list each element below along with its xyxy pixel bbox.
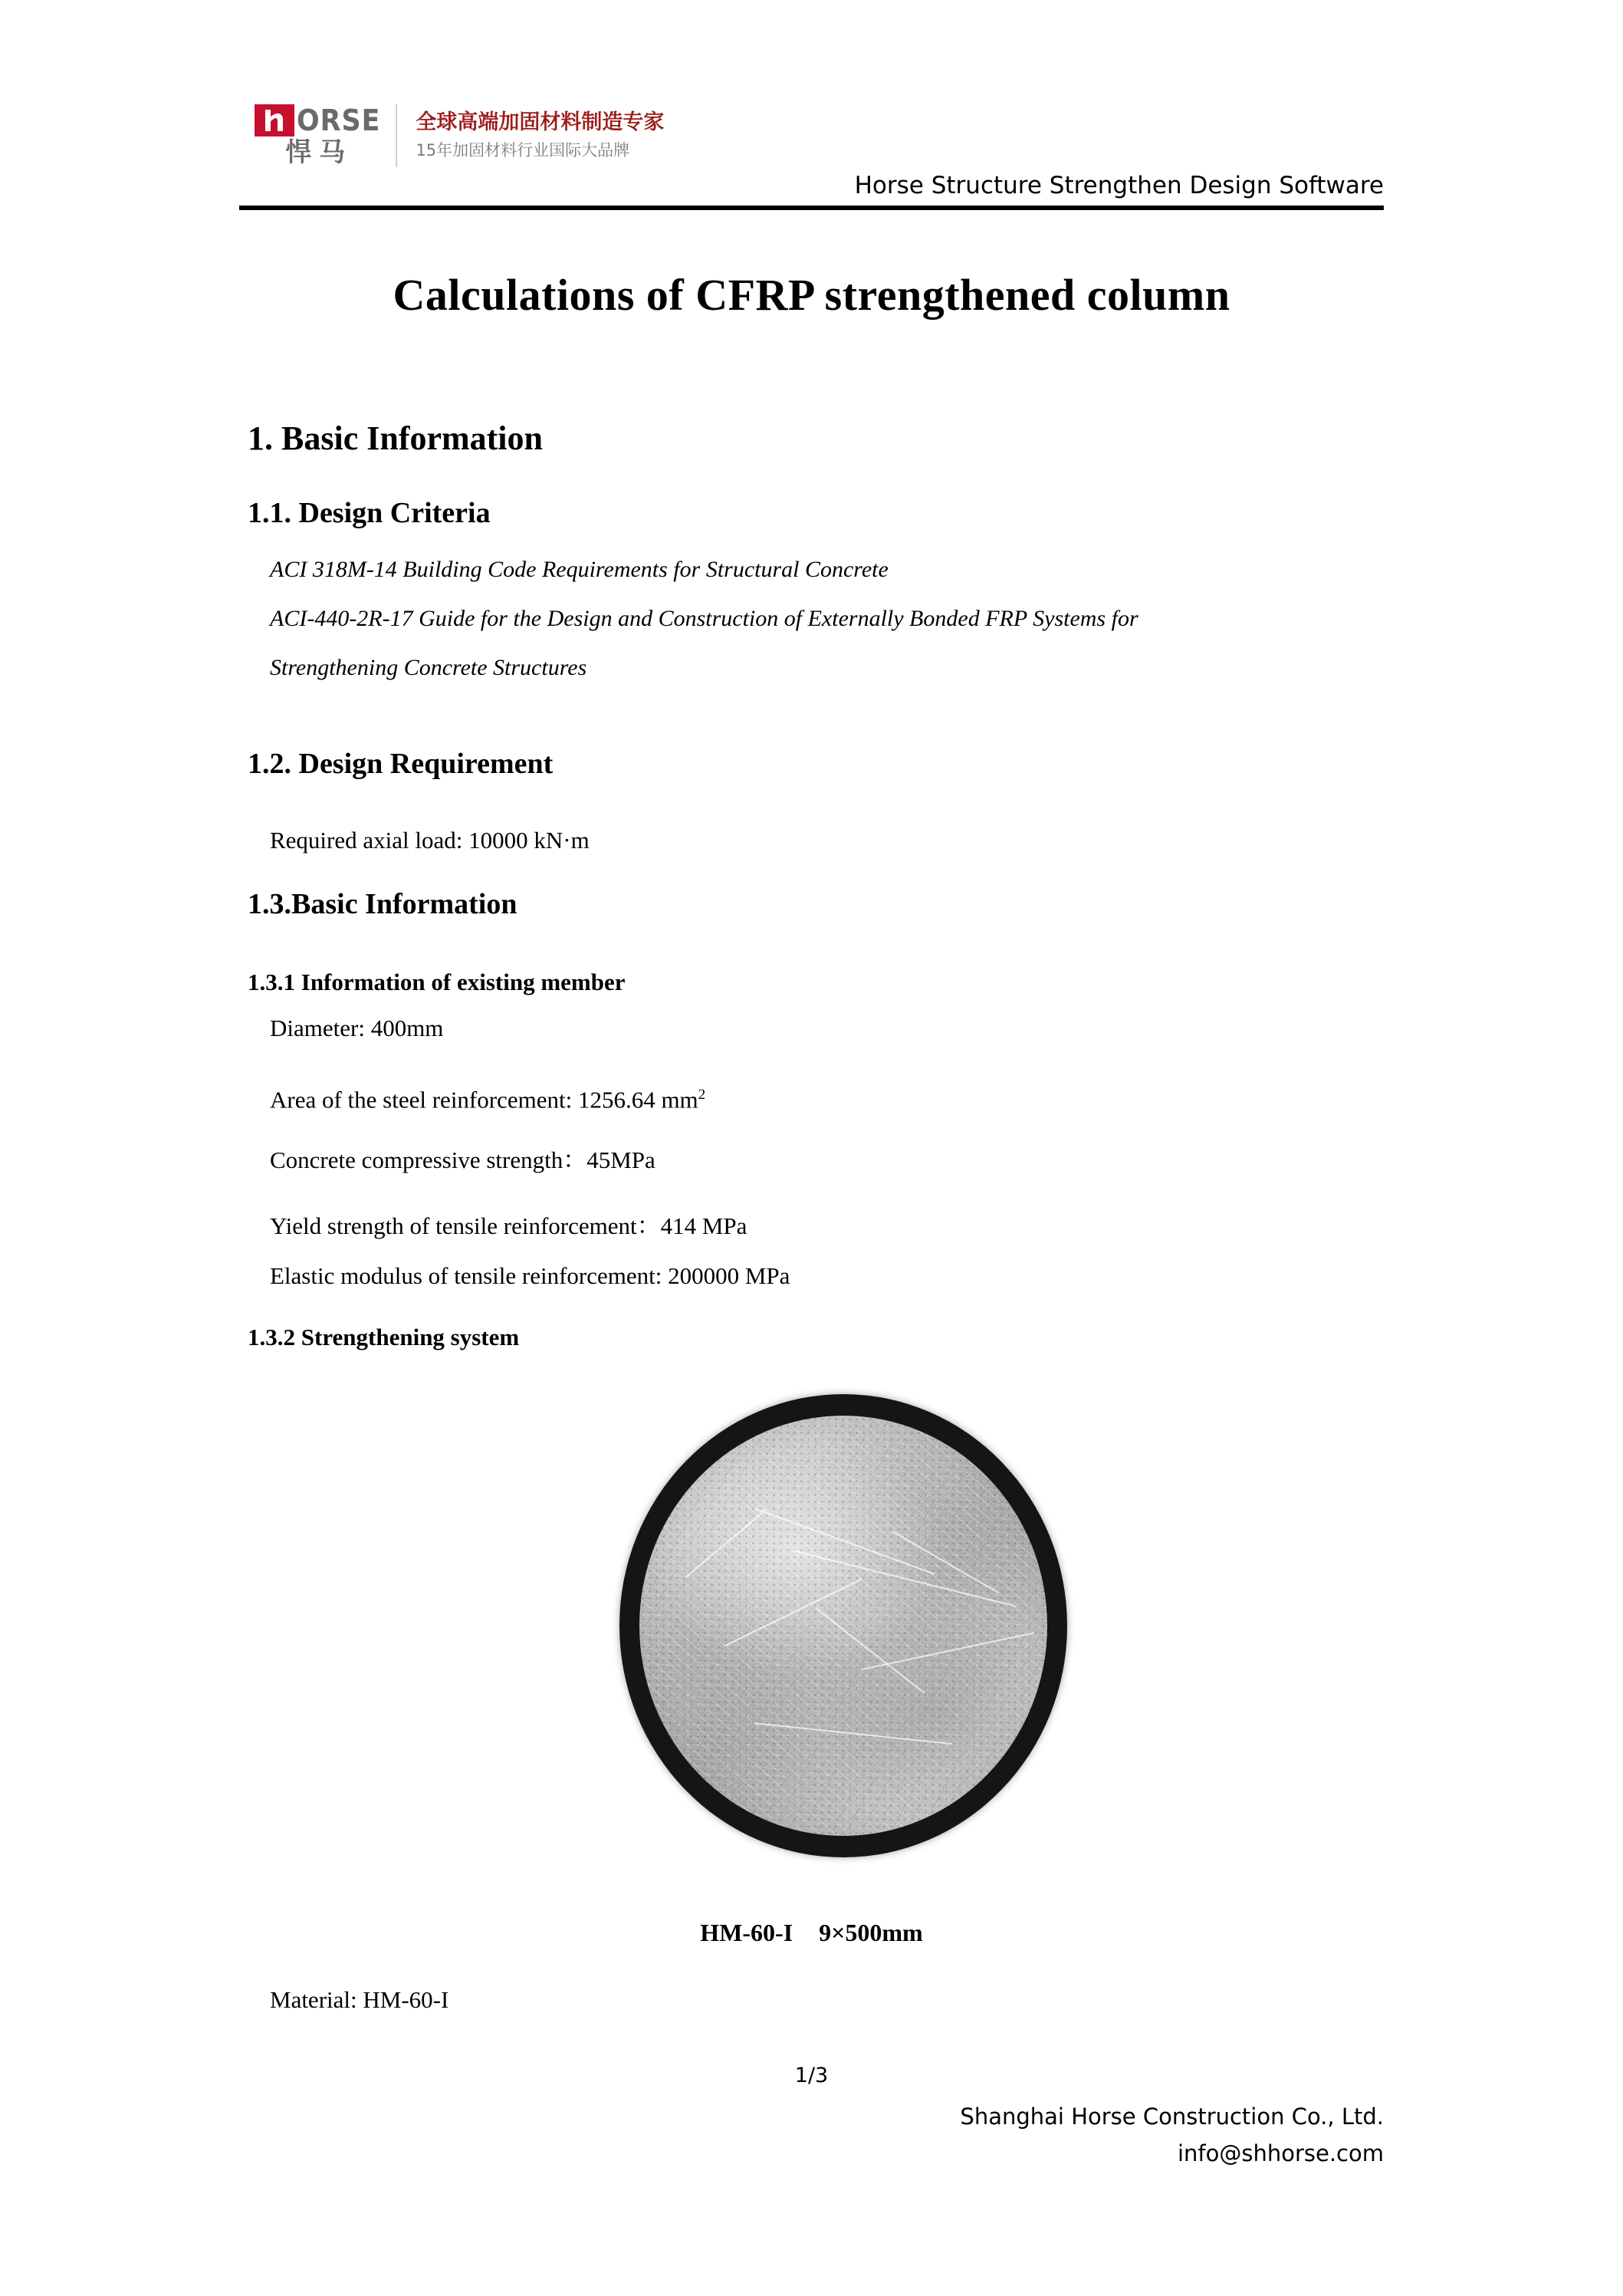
horse-head-glyph-icon	[262, 108, 287, 133]
logo-wordmark-chinese: 悍马	[285, 137, 353, 168]
heading-basic-information-13: 1.3.Basic Information	[248, 888, 517, 920]
member-item-elastic-modulus: Elastic modulus of tensile reinforcement: 200000 MPa	[270, 1262, 790, 1289]
page-title: Calculations of CFRP strengthened column	[393, 270, 1230, 320]
member-item-concrete-strength: Concrete compressive strength：45MPa	[270, 1146, 655, 1173]
page-header	[239, 100, 1384, 207]
footer-email: info@shhorse.com	[1177, 2140, 1384, 2166]
brand-tagline-block	[397, 110, 664, 162]
horse-brand-logo	[255, 104, 664, 167]
logo-block	[255, 104, 397, 167]
member-item-steel-area	[270, 1079, 705, 1116]
material-line: Material: HM-60-I	[270, 1986, 449, 2013]
brand-tagline-main: 全球高端加固材料制造专家	[416, 110, 665, 134]
member-item-yield-strength: Yield strength of tensile reinforcement：414 MPa	[270, 1212, 747, 1239]
heading-basic-information: 1. Basic Information	[248, 419, 543, 457]
heading-design-requirement: 1.2. Design Requirement	[248, 748, 554, 780]
header-divider	[239, 206, 1384, 210]
member-item-diameter: Diameter: 400mm	[270, 1015, 444, 1041]
logo-row	[255, 104, 379, 137]
cfrp-wrap-ring	[619, 1394, 1067, 1857]
brand-tagline-sub: 15年加固材料行业国际大品牌	[416, 141, 630, 160]
core-vignette	[639, 1416, 1047, 1836]
page-number: 1/3	[794, 2064, 829, 2087]
member-item-steel-area-label: Area of the steel reinforcement: 1256.64 mm	[270, 1086, 698, 1113]
heading-design-criteria: 1.1. Design Criteria	[248, 497, 491, 529]
design-criteria-line-2: ACI-440-2R-17 Guide for the Design and Construction of Externally Bonded FRP Systems for	[270, 606, 1138, 631]
cfrp-column-figure	[619, 1394, 1067, 1857]
design-criteria-line-1: ACI 318M-14 Building Code Requirements for Structural Concrete	[270, 557, 889, 582]
required-axial-load: Required axial load: 10000 kN·m	[270, 827, 590, 854]
footer-company-name: Shanghai Horse Construction Co., Ltd.	[960, 2104, 1384, 2130]
figure-caption-size: 9×500mm	[819, 1919, 923, 1946]
heading-existing-member: 1.3.1 Information of existing member	[248, 969, 626, 995]
software-title: Horse Structure Strengthen Design Software	[854, 172, 1384, 199]
horse-head-logo-icon	[255, 104, 294, 137]
figure-caption	[0, 1916, 1623, 1949]
member-item-steel-area-exponent: 2	[698, 1087, 706, 1103]
logo-wordmark: ORSE	[297, 104, 381, 137]
figure-caption-product: HM-60-I	[700, 1919, 793, 1946]
design-criteria-line-3: Strengthening Concrete Structures	[270, 655, 587, 680]
heading-strengthening-system: 1.3.2 Strengthening system	[248, 1324, 520, 1350]
concrete-core	[639, 1416, 1047, 1836]
